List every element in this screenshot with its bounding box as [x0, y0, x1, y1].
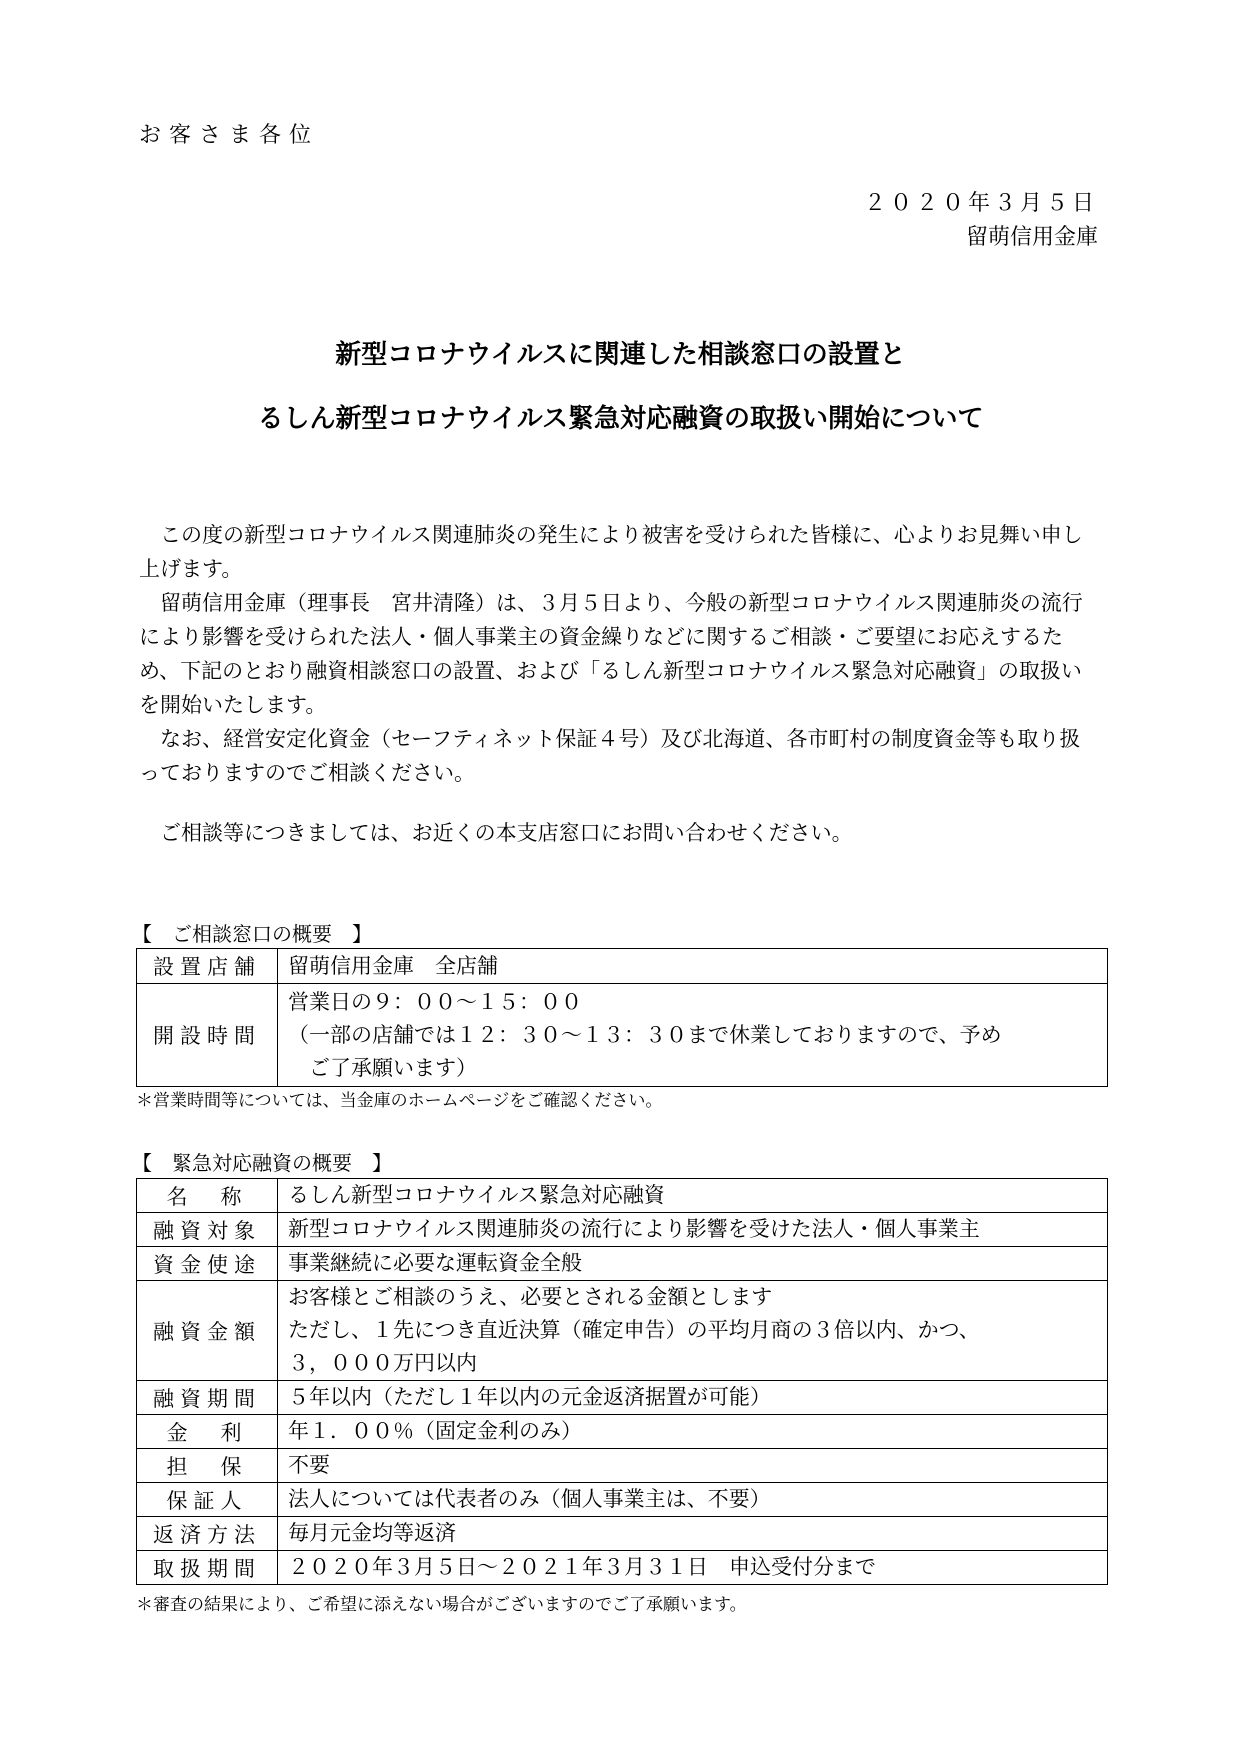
table-row: [137, 1281, 1108, 1381]
row-value: 留萌信用金庫 全店舗: [278, 949, 1108, 984]
paragraph-announcement: 留萌信用金庫（理事長 宮井清隆）は、３月５日より、今般の新型コロナウイルス関連肺炎の流行により影響を受けられた法人・個人事業主の資金繰りなどに関するご相談・ご要望にお応えするため、下記のとおり融資相談窓口の設置、および「るしん新型コロナウイルス緊急対応融資」の取扱いを開始いたします。: [139, 591, 1083, 717]
row-label: 金 利: [137, 1415, 278, 1449]
row-value: ５年以内（ただし１年以内の元金返済据置が可能）: [278, 1381, 1108, 1415]
row-label: 資金使途: [137, 1247, 278, 1281]
issuer-name: 留萌信用金庫: [965, 225, 1098, 250]
paragraph-greeting: この度の新型コロナウイルス関連肺炎の発生により被害を受けられた皆様に、心よりお見舞い申し上げます。: [139, 523, 1083, 581]
paragraph-contact: ご相談等につきましては、お近くの本支店窓口にお問い合わせください。: [160, 821, 853, 845]
row-value: 不要: [278, 1449, 1108, 1483]
title-line-2: るしん新型コロナウイルス緊急対応融資の取扱い開始について: [257, 404, 984, 434]
amount-line-1: お客様とご相談のうえ、必要とされる金額とします: [288, 1285, 773, 1309]
row-label: 設置店舗: [137, 949, 278, 984]
row-label: 保証人: [137, 1483, 278, 1517]
paragraph-other-funds: なお、経営安定化資金（セーフティネット保証４号）及び北海道、各市町村の制度資金等も取り扱っておりますのでご相談ください。: [139, 727, 1081, 785]
salutation: お客さま各位: [139, 123, 320, 148]
table-row: [137, 1415, 1108, 1449]
amount-line-3: ３，０００万円以内: [288, 1351, 477, 1375]
row-value: 年１．００％（固定金利のみ）: [278, 1415, 1108, 1449]
row-value: 新型コロナウイルス関連肺炎の流行により影響を受けた法人・個人事業主: [278, 1213, 1108, 1247]
row-label: 融資対象: [137, 1213, 278, 1247]
table-row: [137, 1381, 1108, 1415]
table-row: [137, 1449, 1108, 1483]
row-label: 開設時間: [137, 984, 278, 1087]
loan-heading: 【 緊急対応融資の概要 】: [132, 1151, 392, 1175]
row-label: 取扱期間: [137, 1551, 278, 1585]
consultation-heading: 【 ご相談窓口の概要 】: [132, 922, 372, 946]
table-row: [137, 1483, 1108, 1517]
loan-table: [136, 1178, 1108, 1585]
consultation-table: [136, 948, 1108, 1087]
row-value: るしん新型コロナウイルス緊急対応融資: [278, 1179, 1108, 1213]
hours-line-3: ご了承願います）: [309, 1055, 477, 1080]
table-row: [137, 949, 1108, 984]
loan-note: ＊審査の結果により、ご希望に添えない場合がございますのでご了承願います。: [136, 1595, 747, 1615]
row-value: 事業継続に必要な運転資金全般: [278, 1247, 1108, 1281]
row-label: 名 称: [137, 1179, 278, 1213]
row-value: 法人については代表者のみ（個人事業主は、不要）: [278, 1483, 1108, 1517]
table-row: [137, 984, 1108, 1087]
row-label: 担 保: [137, 1449, 278, 1483]
table-row: [137, 1179, 1108, 1213]
row-label: 融資金額: [137, 1281, 278, 1381]
title-line-1: 新型コロナウイルスに関連した相談窓口の設置と: [335, 340, 906, 370]
row-value: ２０２０年３月５日～２０２１年３月３１日 申込受付分まで: [278, 1551, 1108, 1585]
row-label: 返済方法: [137, 1517, 278, 1551]
row-value: [278, 1281, 1108, 1381]
amount-line-2: ただし、１先につき直近決算（確定申告）の平均月商の３倍以内、かつ、: [288, 1318, 980, 1342]
issue-date: ２０２０年３月５日: [863, 191, 1098, 216]
hours-line-2: （一部の店舗では１２：３０～１３：３０まで休業しておりますので、予め: [288, 1022, 1002, 1047]
hours-line-1: 営業日の９：００～１５：００: [288, 989, 582, 1014]
row-value: 毎月元金均等返済: [278, 1517, 1108, 1551]
table-row: [137, 1517, 1108, 1551]
table-row: [137, 1247, 1108, 1281]
row-value: [278, 984, 1108, 1087]
row-label: 融資期間: [137, 1381, 278, 1415]
consultation-note: ＊営業時間等については、当金庫のホームページをご確認ください。: [136, 1091, 663, 1111]
table-row: [137, 1213, 1108, 1247]
table-row: [137, 1551, 1108, 1585]
